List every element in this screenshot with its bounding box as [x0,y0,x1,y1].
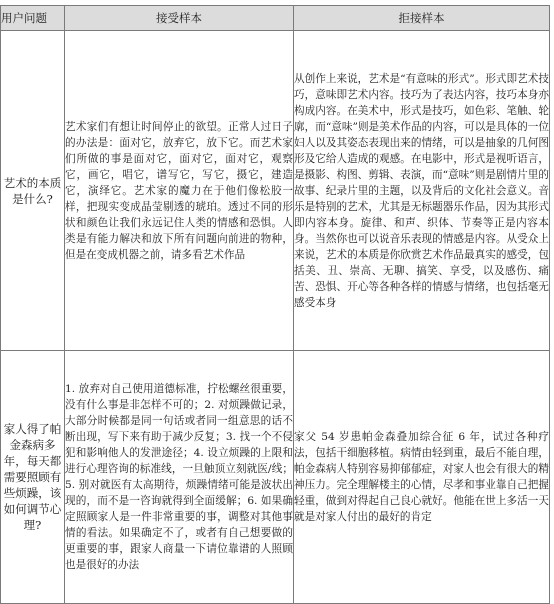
accepted-sample-cell: 1. 放弃对自己使用道德标准，拧松螺丝很重要，没有什么事是非怎样不可的；2. 对烦躁做记录，大部分时候都是同一句话或者同一组意思的话不断出现，写下来有助于减少反复；3. 找一个不侵犯和影响他人的发泄途径；4. 设立烦躁的上限和进行心理咨询的标准线，一旦触顶立刻就医/线；5. 别对就医有太高期待，烦躁情绪可能是波状出现的，而不是一咨询就得到全面缓解；6. 如果确定照顾家人是一件非常重要的事，调整对其他事情的看法。如果确定不了，或者有自己想要做的更重要的事，跟家人商量一下请位靠谱的人照顾也是很好的办法 [65,351,294,604]
header-user-question: 用户问题 [1,6,65,31]
rejected-sample-cell: 家父 54 岁患帕金森叠加综合征 6 年，试过各种疗法，包括干细胞移植。病情由轻到重，最后不能自理，帕金森病人特别容易抑郁郁症，对家人也会有很大的精神压力。完全理解楼主的心情，尽孝和事业靠自己把握轻重，做到对得起自己良心就好。他能在世上多活一天就是对家人付出的最好的肯定 [294,351,550,604]
comparison-table [0,5,550,604]
question-cell: 家人得了帕金森病多年，每天都需要照顾有些烦躁，该如何调节心理? [1,351,65,604]
table-row [1,351,550,604]
question-cell: 艺术的本质是什么? [1,31,65,351]
table-row [1,31,550,351]
header-rejected-sample: 拒接样本 [294,6,550,31]
accepted-sample-cell: 艺术家们有想让时间停止的欲望。正常人过日子的办法是：面对它，放弃它，放下它。而艺术家们所做的事是面对它，面对它，面对它，观察它，画它，唱它，谱写它，写它，摄它，建造它，演绎它。艺术家的魔力在于他们像松胶一样，把现实变成晶莹剔透的琥珀。透过不同的形状和颜色让我们永远记住人类的情感和恐惧。人类是有能力解决和放下所有问题向前进的物种，但是在变成机器之前，请多看艺术作品 [65,31,294,351]
rejected-sample-cell: 从创作上来说，艺术是“有意味的形式”。形式即艺术技巧，意味即艺术内容。技巧为了表达内容，技巧本身亦构成内容。在美术中，形式是技巧，如色彩、笔触、轮廓，而“意味”则是美术作品的内容，可以是具体的一位妇人以及其姿态表现出来的情绪，可以是抽象的几何图形及它给人造成的观感。在电影中，形式是视听语言，是摄影、构图、剪辑、表演，而“意味”则是剧情片里的故事、纪录片里的主题，以及背后的文化社会意义。音乐是特别的艺术，尤其是无标题器乐作品，因为其形式即内容本身。旋律、和声、织体、节奏等正是内容本身。当然你也可以说音乐表现的情感是内容。从受众上来说，艺术的本质是你欣赏艺术作品最真实的感受，包括美、丑、崇高、无聊、搞笑、享受，以及感伤、痛苦、恐惧、开心等各种各样的情感与情绪，也包括毫无感受本身 [294,31,550,351]
header-accepted-sample: 接受样本 [65,6,294,31]
header-row [1,6,550,31]
